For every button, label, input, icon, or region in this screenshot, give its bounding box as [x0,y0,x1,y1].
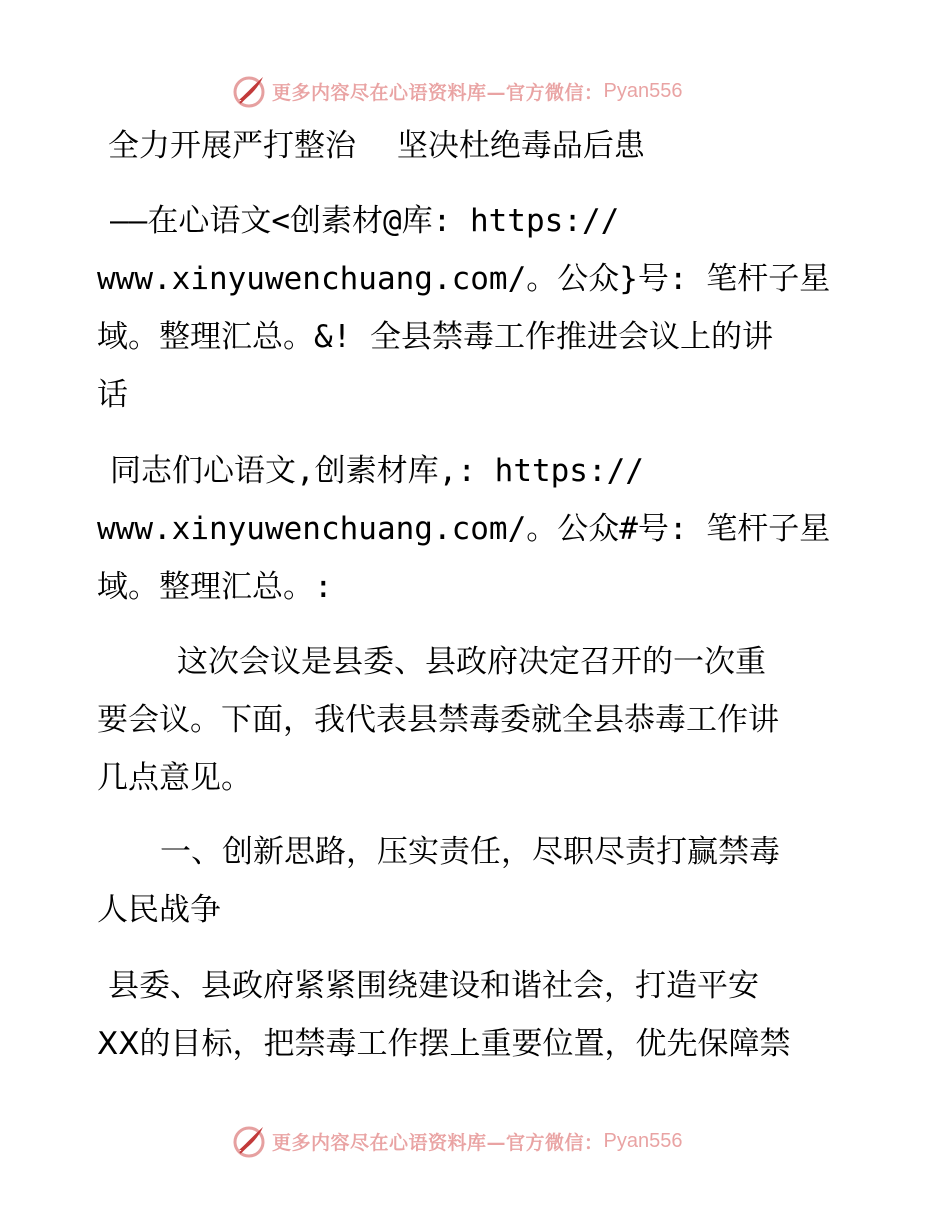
body-line-1: 县委、县政府紧紧围绕建设和谐社会，打造平安 [108,968,759,1004]
quill-logo-icon [232,73,268,109]
salutation-line-3: 域。整理汇总。: [97,569,333,605]
quill-logo-icon [232,1123,268,1159]
subtitle-line-2: www.xinyuwenchuang.com/。公众}号: 笔杆子星 [97,261,831,297]
subtitle-line-3: 域。整理汇总。&! 全县禁毒工作推进会议上的讲 [97,319,773,355]
section-heading-line-2: 人民战争 [97,892,221,928]
watermark-header [232,71,682,111]
subtitle-line-4: 话 [97,377,128,413]
intro-line-1: 这次会议是县委、县政府决定召开的一次重 [177,644,766,680]
intro-line-3: 几点意见。 [97,760,252,796]
salutation-line-1: 同志们心语文,创素材库,: https:// [110,453,644,489]
section-heading-line-1: 一、创新思路，压实责任，尽职尽责打赢禁毒 [160,834,780,870]
salutation-line-2: www.xinyuwenchuang.com/。公众#号: 笔杆子星 [97,511,831,547]
intro-line-2: 要会议。下面，我代表县禁毒委就全县恭毒工作讲 [97,702,779,738]
watermark-footer [232,1121,682,1161]
watermark-wechat-id: Pyan556 [603,79,683,102]
watermark-text: 更多内容尽在心语资料库—官方微信： [272,1131,604,1154]
body-line-2: XX的目标，把禁毒工作摆上重要位置，优先保障禁 [97,1026,791,1062]
document-title: 全力开展严打整治 坚决杜绝毒品后患 [108,128,645,164]
watermark-text: 更多内容尽在心语资料库—官方微信： [272,81,604,104]
watermark-wechat-id: Pyan556 [603,1129,683,1152]
subtitle-line-1: ——在心语文<创素材@库: https:// [110,203,620,239]
